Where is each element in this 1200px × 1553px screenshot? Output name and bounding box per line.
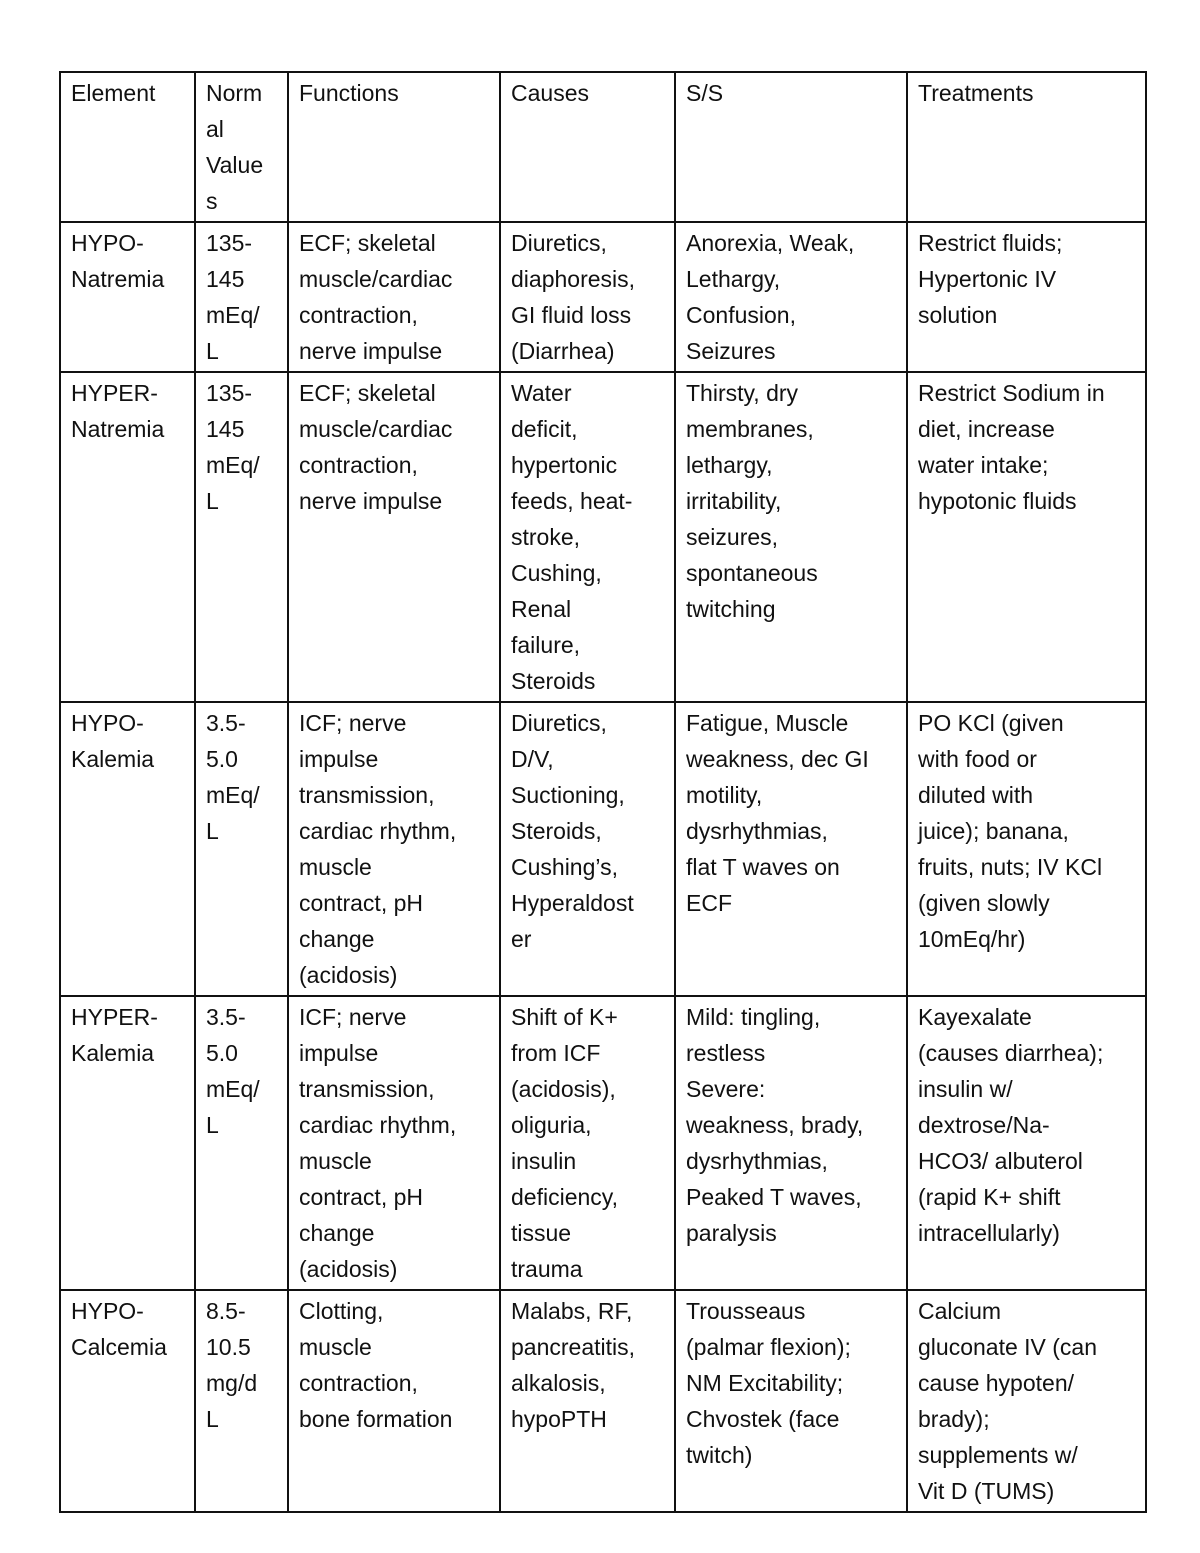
header-row [60, 72, 1146, 222]
cell-normal-values: 3.5- 5.0 mEq/ L [195, 996, 288, 1290]
cell-functions: ICF; nerve impulse transmission, cardiac rhythm, muscle contract, pH change (acidosis) [288, 702, 500, 996]
cell-element: HYPO- Natremia [60, 222, 195, 372]
cell-causes: Malabs, RF, pancreatitis, alkalosis, hypoPTH [500, 1290, 675, 1512]
cell-treatments: Calcium gluconate IV (can cause hypoten/ brady); supplements w/ Vit D (TUMS) [907, 1290, 1146, 1512]
cell-treatments: Restrict fluids; Hypertonic IV solution [907, 222, 1146, 372]
cell-functions: ICF; nerve impulse transmission, cardiac rhythm, muscle contract, pH change (acidosis) [288, 996, 500, 1290]
cell-functions: ECF; skeletal muscle/cardiac contraction, nerve impulse [288, 372, 500, 702]
cell-functions: ECF; skeletal muscle/cardiac contraction, nerve impulse [288, 222, 500, 372]
table-row [60, 372, 1146, 702]
cell-element: HYPER- Kalemia [60, 996, 195, 1290]
cell-treatments: Restrict Sodium in diet, increase water intake; hypotonic fluids [907, 372, 1146, 702]
cell-signs-symptoms: Anorexia, Weak, Lethargy, Confusion, Seizures [675, 222, 907, 372]
table-row [60, 702, 1146, 996]
cell-element: HYPO- Kalemia [60, 702, 195, 996]
cell-normal-values: 8.5- 10.5 mg/d L [195, 1290, 288, 1512]
header-functions: Functions [288, 72, 500, 222]
cell-normal-values: 3.5- 5.0 mEq/ L [195, 702, 288, 996]
header-normal-values: Norm al Value s [195, 72, 288, 222]
table-row [60, 1290, 1146, 1512]
cell-treatments: Kayexalate (causes diarrhea); insulin w/ dextrose/Na- HCO3/ albuterol (rapid K+ shift intracellularly) [907, 996, 1146, 1290]
header-element: Element [60, 72, 195, 222]
cell-treatments: PO KCl (given with food or diluted with juice); banana, fruits, nuts; IV KCl (given slowly 10mEq/hr) [907, 702, 1146, 996]
header-treatments: Treatments [907, 72, 1146, 222]
cell-element: HYPER- Natremia [60, 372, 195, 702]
cell-element: HYPO- Calcemia [60, 1290, 195, 1512]
cell-normal-values: 135- 145 mEq/ L [195, 222, 288, 372]
header-causes: Causes [500, 72, 675, 222]
cell-signs-symptoms: Fatigue, Muscle weakness, dec GI motility, dysrhythmias, flat T waves on ECF [675, 702, 907, 996]
cell-signs-symptoms: Trousseaus (palmar flexion); NM Excitability; Chvostek (face twitch) [675, 1290, 907, 1512]
cell-causes: Diuretics, D/V, Suctioning, Steroids, Cushing’s, Hyperaldost er [500, 702, 675, 996]
table-row [60, 222, 1146, 372]
cell-signs-symptoms: Thirsty, dry membranes, lethargy, irritability, seizures, spontaneous twitching [675, 372, 907, 702]
cell-normal-values: 135- 145 mEq/ L [195, 372, 288, 702]
table-row [60, 996, 1146, 1290]
cell-causes: Water deficit, hypertonic feeds, heat- stroke, Cushing, Renal failure, Steroids [500, 372, 675, 702]
header-signs-symptoms: S/S [675, 72, 907, 222]
cell-functions: Clotting, muscle contraction, bone formation [288, 1290, 500, 1512]
electrolyte-table [59, 71, 1147, 1513]
cell-signs-symptoms: Mild: tingling, restless Severe: weakness, brady, dysrhythmias, Peaked T waves, paralysis [675, 996, 907, 1290]
cell-causes: Diuretics, diaphoresis, GI fluid loss (Diarrhea) [500, 222, 675, 372]
cell-causes: Shift of K+ from ICF (acidosis), oliguria, insulin deficiency, tissue trauma [500, 996, 675, 1290]
